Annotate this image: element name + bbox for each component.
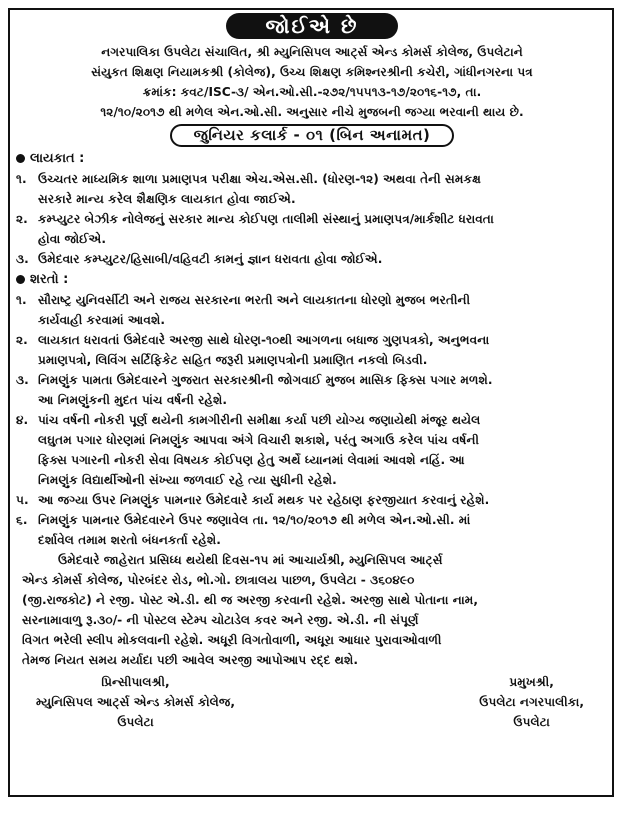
application-line: (જી.રાજકોટ) ને રજી. પોસ્ટ એ.ડી. થી જ અરજી કરવાની રહેશે. અરજી સાથે પોતાના નામ, [22,593,479,607]
intro-line: નગરપાલિકા ઉપલેટા સંચાલિત, શ્રી મ્યુનિસિપલ આર્ટ્સ એન્ડ કોમર્સ કોલેજ, ઉપલેટાને [101,45,523,59]
item-line: આ જગ્યા ઉપર નિમણુંક પામનાર ઉમેદવારે કાર્ય મથક પર રહેઠાણ ફરજીયાત કરવાનું રહેશે. [38,493,490,507]
item-number: ૬. [16,513,28,527]
item-line: હોવા જોઈએ. [38,232,107,246]
application-line: એન્ડ કોમર્સ કોલેજ, પોરબંદર રોડ, ભો.ગો. છાત્રાલય પાછળ, ઉપલેટા - ૩૬૦૪૯૦ [22,573,415,587]
item-line: આ નિમણુંકની મુદત પાંચ વર્ષની રહેશે. [38,393,228,407]
item-line: સૌરાષ્ટ્ર યુનિવર્સીટી અને રાજય સરકારના ભરતી અને લાયકાતના ધોરણો મુજબ ભરતીની [38,293,471,307]
qualification-item [16,209,602,249]
post-title-wrap [22,122,602,148]
item-number: ૩. [16,252,29,266]
item-line: ઉચ્ચતર માધ્યમિક શાળા પ્રમાણપત્ર પરીક્ષા એચ.એસ.સી. (ધોરણ-૧૨) અથવા તેની સમકક્ષ [38,172,481,186]
signature-row [22,670,602,732]
post-title: જુનિયર કલાર્ક - ૦૧ (બિન અનામત) [170,124,455,147]
condition-item [16,510,602,550]
qualification-item [16,169,602,209]
item-line: કમ્પ્યુટર બેઝીક નોલેજનું સરકાર માન્ય કોઈપણ તાલીમી સંસ્થાનું પ્રમાણપત્ર/માર્કશીટ ધરાવતા [38,212,494,226]
item-line: દર્શાવેલ તમામ શરતો બંધનકર્તા રહેશે. [38,533,221,547]
advertisement-page [8,8,614,797]
header-title: જોઈએ છે [226,13,399,39]
application-line: વિગત ભરેલી સ્લીપ મોકલવાની રહેશે. અધૂરી વિગતોવાળી, અધૂરા આધાર પુરાવાઓવાળી [22,633,442,647]
signature-president [479,672,584,732]
item-line: પાંચ વર્ષની નોકરી પૂર્ણ થયેની કામગીરીની સમીક્ષા કર્યા પછી યોગ્ય જણાયેથી મંજૂર થયેલ [38,413,481,427]
bullet-icon [16,275,25,284]
qualification-item [16,249,602,269]
item-line: પ્રમાણપત્રો, લિવિંગ સર્ટિફિકેટ સહિત જરૂરી પ્રમાણપત્રોની પ્રમાણિત નકલો બિડવી. [38,353,428,367]
signature-line: ઉપલેટા [117,715,154,729]
intro-line: ૧૨/૧૦/૨૦૧૭ થી મળેલ એન.ઓ.સી. અનુસાર નીચે મુજબની જગ્યા ભરવાની થાય છે. [100,105,524,119]
item-line: નિમણુંક પામતા ઉમેદવારને ગુજરાત સરકારશ્રીની જોગવાઈ મુજબ માસિક ફિક્સ પગાર મળશે. [38,373,493,387]
signature-line: પ્રિન્સીપાલશ્રી, [101,675,170,689]
item-line: ફિક્સ પગારની નોકરી સેવા વિષયક કોઈપણ હેતુ અર્થે ધ્યાનમાં લેવામાં આવશે નહિં. આ [38,453,465,467]
signature-line: ઉપલેટા નગરપાલીકા, [479,695,584,709]
application-line: ઉમેદવારે જાહેરાત પ્રસિધ્ધ થયેથી દિવસ-૧૫ માં આચાર્યશ્રી, મ્યુનિસિપલ આર્ટ્સ [58,553,443,567]
item-number: ૨. [16,333,28,347]
conditions-heading-text: શરતો : [30,271,69,287]
item-line: સરકારે માન્ય કરેલ શૈક્ષણિક લાયકાત હોવા જાઈએ. [38,192,296,206]
application-line: તેમજ નિયત સમય મર્યાદા પછી આવેલ અરજી આપોઆપ રદ્દ થશે. [22,653,359,667]
item-line: નિમણુંક પામનાર ઉમેદવારને ઉપર જણાવેલ તા. ૧૨/૧૦/૨૦૧૭ થી મળેલ એન.ઓ.સી. માં [38,513,471,527]
item-line: કાર્યવાહી કરવામાં આવશે. [38,313,165,327]
item-line: લઘુતમ પગાર ધોરણમાં નિમણુંક આપવા અંગે વિચારી શકાશે, પરંતુ અગાઉ કરેલ પાંચ વર્ષની [38,433,480,447]
application-line: સરનામાવાળુ રૂ.૩૦/- ની પોસ્ટલ સ્ટેમ્પ ચોટાડેલ કવર અને રજી. એ.ડી. ની સંપૂર્ણ [22,613,419,627]
header [22,10,602,42]
item-number: ૪. [16,413,29,427]
qualifications-heading [16,148,602,169]
conditions-heading [16,269,602,290]
condition-item [16,410,602,490]
item-number: ૩. [16,373,29,387]
intro-line: ક્રમાંક: કવટ/ISC-૩/ એન.ઓ.સી.-૨૭૨/૧૫૫૧૩-૧૭/૨૦૧૬-૧૭, તા. [142,85,482,99]
item-number: ૧. [16,172,27,186]
condition-item [16,370,602,410]
item-number: ૧. [16,293,27,307]
qualifications-heading-text: લાયકાત : [30,150,85,166]
item-line: લાયકાત ધરાવતાં ઉમેદવારે અરજી સાથે ધોરણ-૧૦થી આગળના બધાજ ગુણપત્રકો, અનુભવના [38,333,490,347]
item-line: નિમણુંક વિદ્યાર્થીઓની સંખ્યા જળવાઈ રહે ત્યા સુધીની રહેશે. [38,473,337,487]
signature-line: પ્રમુખશ્રી, [509,675,554,689]
intro-line: સંયુકત શિક્ષણ નિયામકશ્રી (કોલેજ), ઉચ્ચ શિક્ષણ કમિશ્નરશ્રીની કચેરી, ગાંધીનગરના પત્ર [91,65,533,79]
signature-line: મ્યુનિસિપલ આર્ટ્સ એન્ડ કોમર્સ કોલેજ, [36,695,236,709]
condition-item [16,290,602,330]
condition-item [16,330,602,370]
intro-paragraph [22,42,602,122]
application-paragraph [22,550,602,670]
item-line: ઉમેદવાર કમ્પ્યુટર/હિસાબી/વહિવટી કામનું જ્ઞાન ધરાવતા હોવા જોઈએ. [38,252,383,266]
item-number: ૨. [16,212,28,226]
bullet-icon [16,154,25,163]
signature-principal [36,672,235,732]
condition-item [16,490,602,510]
item-number: ૫. [16,493,29,507]
signature-line: ઉપલેટા [513,715,550,729]
